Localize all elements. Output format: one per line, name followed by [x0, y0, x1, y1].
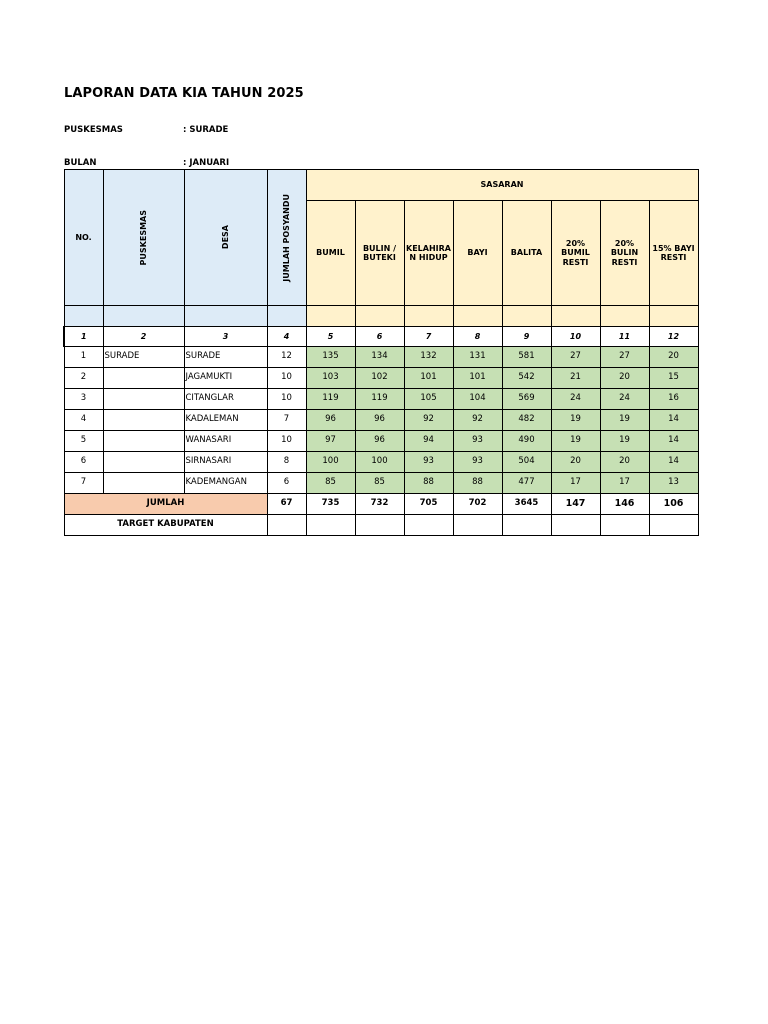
spacer-cell	[649, 306, 698, 327]
header-bumil: BUMIL	[306, 201, 355, 306]
header-puskesmas: PUSKESMAS	[103, 170, 184, 306]
cell-bulin: 96	[355, 431, 404, 452]
cell-bulin-resti: 19	[600, 410, 649, 431]
bulan-label: BULAN	[64, 158, 97, 168]
cell-balita: 504	[502, 452, 551, 473]
cell-bumil-resti: 21	[551, 368, 600, 389]
cell-puskesmas	[103, 389, 184, 410]
cell-bulin: 85	[355, 473, 404, 494]
header-desa: DESA	[184, 170, 267, 306]
cell-bayi: 92	[453, 410, 502, 431]
cell-bumil: 119	[306, 389, 355, 410]
bulan-value: : JANUARI	[183, 158, 230, 168]
total-bayi-resti: 106	[649, 494, 698, 515]
table-row	[64, 410, 698, 431]
cell-kelahiran-hidup: 92	[404, 410, 453, 431]
target-row	[64, 515, 698, 536]
cell-kelahiran-hidup: 132	[404, 347, 453, 368]
target-cell	[600, 515, 649, 536]
cell-bayi-resti: 16	[649, 389, 698, 410]
cell-posyandu: 10	[267, 431, 306, 452]
total-bulin-resti: 146	[600, 494, 649, 515]
spacer-cell	[355, 306, 404, 327]
cell-bayi: 93	[453, 452, 502, 473]
spacer-cell	[306, 306, 355, 327]
total-bulin: 732	[355, 494, 404, 515]
table-row	[64, 347, 698, 368]
cell-desa: SIRNASARI	[184, 452, 267, 473]
header-bumil-resti: 20% BUMIL RESTI	[551, 201, 600, 306]
cell-balita: 477	[502, 473, 551, 494]
spacer-cell	[64, 306, 103, 327]
cell-bulin: 100	[355, 452, 404, 473]
cell-bumil-resti: 24	[551, 389, 600, 410]
column-number: 12	[649, 327, 698, 347]
column-number: 10	[551, 327, 600, 347]
cell-bayi: 88	[453, 473, 502, 494]
cell-bayi-resti: 14	[649, 410, 698, 431]
column-number: 7	[404, 327, 453, 347]
total-kelahiran-hidup: 705	[404, 494, 453, 515]
cell-bulin: 119	[355, 389, 404, 410]
cell-no: 2	[64, 368, 103, 389]
header-row-top	[64, 170, 698, 201]
spacer-cell	[453, 306, 502, 327]
column-number: 2	[103, 327, 184, 347]
table-row	[64, 368, 698, 389]
target-cell	[453, 515, 502, 536]
cell-bulin-resti: 20	[600, 452, 649, 473]
target-cell	[649, 515, 698, 536]
column-number: 8	[453, 327, 502, 347]
spacer-cell	[267, 306, 306, 327]
total-bumil: 735	[306, 494, 355, 515]
cell-bulin-resti: 17	[600, 473, 649, 494]
cell-puskesmas	[103, 473, 184, 494]
cell-no: 5	[64, 431, 103, 452]
target-label: TARGET KABUPATEN	[64, 515, 267, 536]
cell-bulin-resti: 20	[600, 368, 649, 389]
table-row	[64, 452, 698, 473]
spacer-cell	[600, 306, 649, 327]
spacer-cell	[551, 306, 600, 327]
column-number: 11	[600, 327, 649, 347]
cell-bayi-resti: 14	[649, 452, 698, 473]
puskesmas-value: : SURADE	[183, 125, 229, 135]
cell-puskesmas: SURADE	[103, 347, 184, 368]
column-number: 1	[64, 327, 103, 347]
column-number: 4	[267, 327, 306, 347]
cell-posyandu: 8	[267, 452, 306, 473]
spacer-cell	[103, 306, 184, 327]
cell-bumil: 100	[306, 452, 355, 473]
cell-bumil-resti: 17	[551, 473, 600, 494]
total-posyandu: 67	[267, 494, 306, 515]
header-jumlah-posyandu: JUMLAH POSYANDU	[267, 170, 306, 306]
report-title: LAPORAN DATA KIA TAHUN 2025	[64, 86, 304, 101]
cell-bumil-resti: 20	[551, 452, 600, 473]
cell-bumil: 103	[306, 368, 355, 389]
column-number: 9	[502, 327, 551, 347]
total-bumil-resti: 147	[551, 494, 600, 515]
cell-bumil: 135	[306, 347, 355, 368]
cell-balita: 569	[502, 389, 551, 410]
cell-bulin: 96	[355, 410, 404, 431]
target-cell	[404, 515, 453, 536]
cell-kelahiran-hidup: 94	[404, 431, 453, 452]
puskesmas-label: PUSKESMAS	[64, 125, 123, 135]
total-row	[64, 494, 698, 515]
cell-bumil-resti: 19	[551, 431, 600, 452]
cell-bayi: 131	[453, 347, 502, 368]
cell-puskesmas	[103, 410, 184, 431]
header-kelahiran-hidup: KELAHIRA N HIDUP	[404, 201, 453, 306]
table-row	[64, 431, 698, 452]
cell-bayi: 101	[453, 368, 502, 389]
cell-bulin: 134	[355, 347, 404, 368]
column-number: 5	[306, 327, 355, 347]
cell-posyandu: 10	[267, 389, 306, 410]
header-bayi: BAYI	[453, 201, 502, 306]
cell-bayi-resti: 15	[649, 368, 698, 389]
table-row	[64, 389, 698, 410]
cell-bumil-resti: 27	[551, 347, 600, 368]
spacer-cell	[404, 306, 453, 327]
cell-no: 1	[64, 347, 103, 368]
cell-balita: 542	[502, 368, 551, 389]
column-number: 3	[184, 327, 267, 347]
cell-no: 3	[64, 389, 103, 410]
column-number: 6	[355, 327, 404, 347]
target-cell	[267, 515, 306, 536]
cell-desa: KADEMANGAN	[184, 473, 267, 494]
cell-bumil: 85	[306, 473, 355, 494]
cell-bayi: 93	[453, 431, 502, 452]
total-label: JUMLAH	[64, 494, 267, 515]
header-balita: BALITA	[502, 201, 551, 306]
cell-posyandu: 12	[267, 347, 306, 368]
cell-desa: JAGAMUKTI	[184, 368, 267, 389]
header-sasaran: SASARAN	[306, 170, 698, 201]
cell-no: 6	[64, 452, 103, 473]
cell-bayi-resti: 14	[649, 431, 698, 452]
total-balita: 3645	[502, 494, 551, 515]
cell-posyandu: 6	[267, 473, 306, 494]
spacer-cell	[502, 306, 551, 327]
cell-puskesmas	[103, 368, 184, 389]
cell-kelahiran-hidup: 93	[404, 452, 453, 473]
cell-bulin: 102	[355, 368, 404, 389]
cell-no: 7	[64, 473, 103, 494]
spacer-cell	[184, 306, 267, 327]
cell-bayi-resti: 13	[649, 473, 698, 494]
cell-balita: 581	[502, 347, 551, 368]
cell-posyandu: 10	[267, 368, 306, 389]
cell-puskesmas	[103, 431, 184, 452]
cell-bayi-resti: 20	[649, 347, 698, 368]
cell-kelahiran-hidup: 105	[404, 389, 453, 410]
cell-desa: SURADE	[184, 347, 267, 368]
cell-bumil: 97	[306, 431, 355, 452]
header-no: NO.	[64, 170, 103, 306]
cell-bumil-resti: 19	[551, 410, 600, 431]
cell-balita: 482	[502, 410, 551, 431]
target-cell	[502, 515, 551, 536]
column-number-row	[64, 327, 698, 347]
cell-bayi: 104	[453, 389, 502, 410]
cell-puskesmas	[103, 452, 184, 473]
cell-balita: 490	[502, 431, 551, 452]
cell-no: 4	[64, 410, 103, 431]
kia-data-table	[63, 169, 699, 536]
target-cell	[306, 515, 355, 536]
cell-kelahiran-hidup: 88	[404, 473, 453, 494]
target-cell	[355, 515, 404, 536]
cell-desa: CITANGLAR	[184, 389, 267, 410]
cell-bulin-resti: 19	[600, 431, 649, 452]
cell-bulin-resti: 24	[600, 389, 649, 410]
header-bulin-buteki: BULIN / BUTEKI	[355, 201, 404, 306]
cell-desa: KADALEMAN	[184, 410, 267, 431]
header-spacer-row	[64, 306, 698, 327]
cell-bumil: 96	[306, 410, 355, 431]
cell-kelahiran-hidup: 101	[404, 368, 453, 389]
total-bayi: 702	[453, 494, 502, 515]
cell-desa: WANASARI	[184, 431, 267, 452]
cell-bulin-resti: 27	[600, 347, 649, 368]
header-bayi-resti: 15% BAYI RESTI	[649, 201, 698, 306]
cell-posyandu: 7	[267, 410, 306, 431]
table-row	[64, 473, 698, 494]
header-bulin-resti: 20% BULIN RESTI	[600, 201, 649, 306]
target-cell	[551, 515, 600, 536]
